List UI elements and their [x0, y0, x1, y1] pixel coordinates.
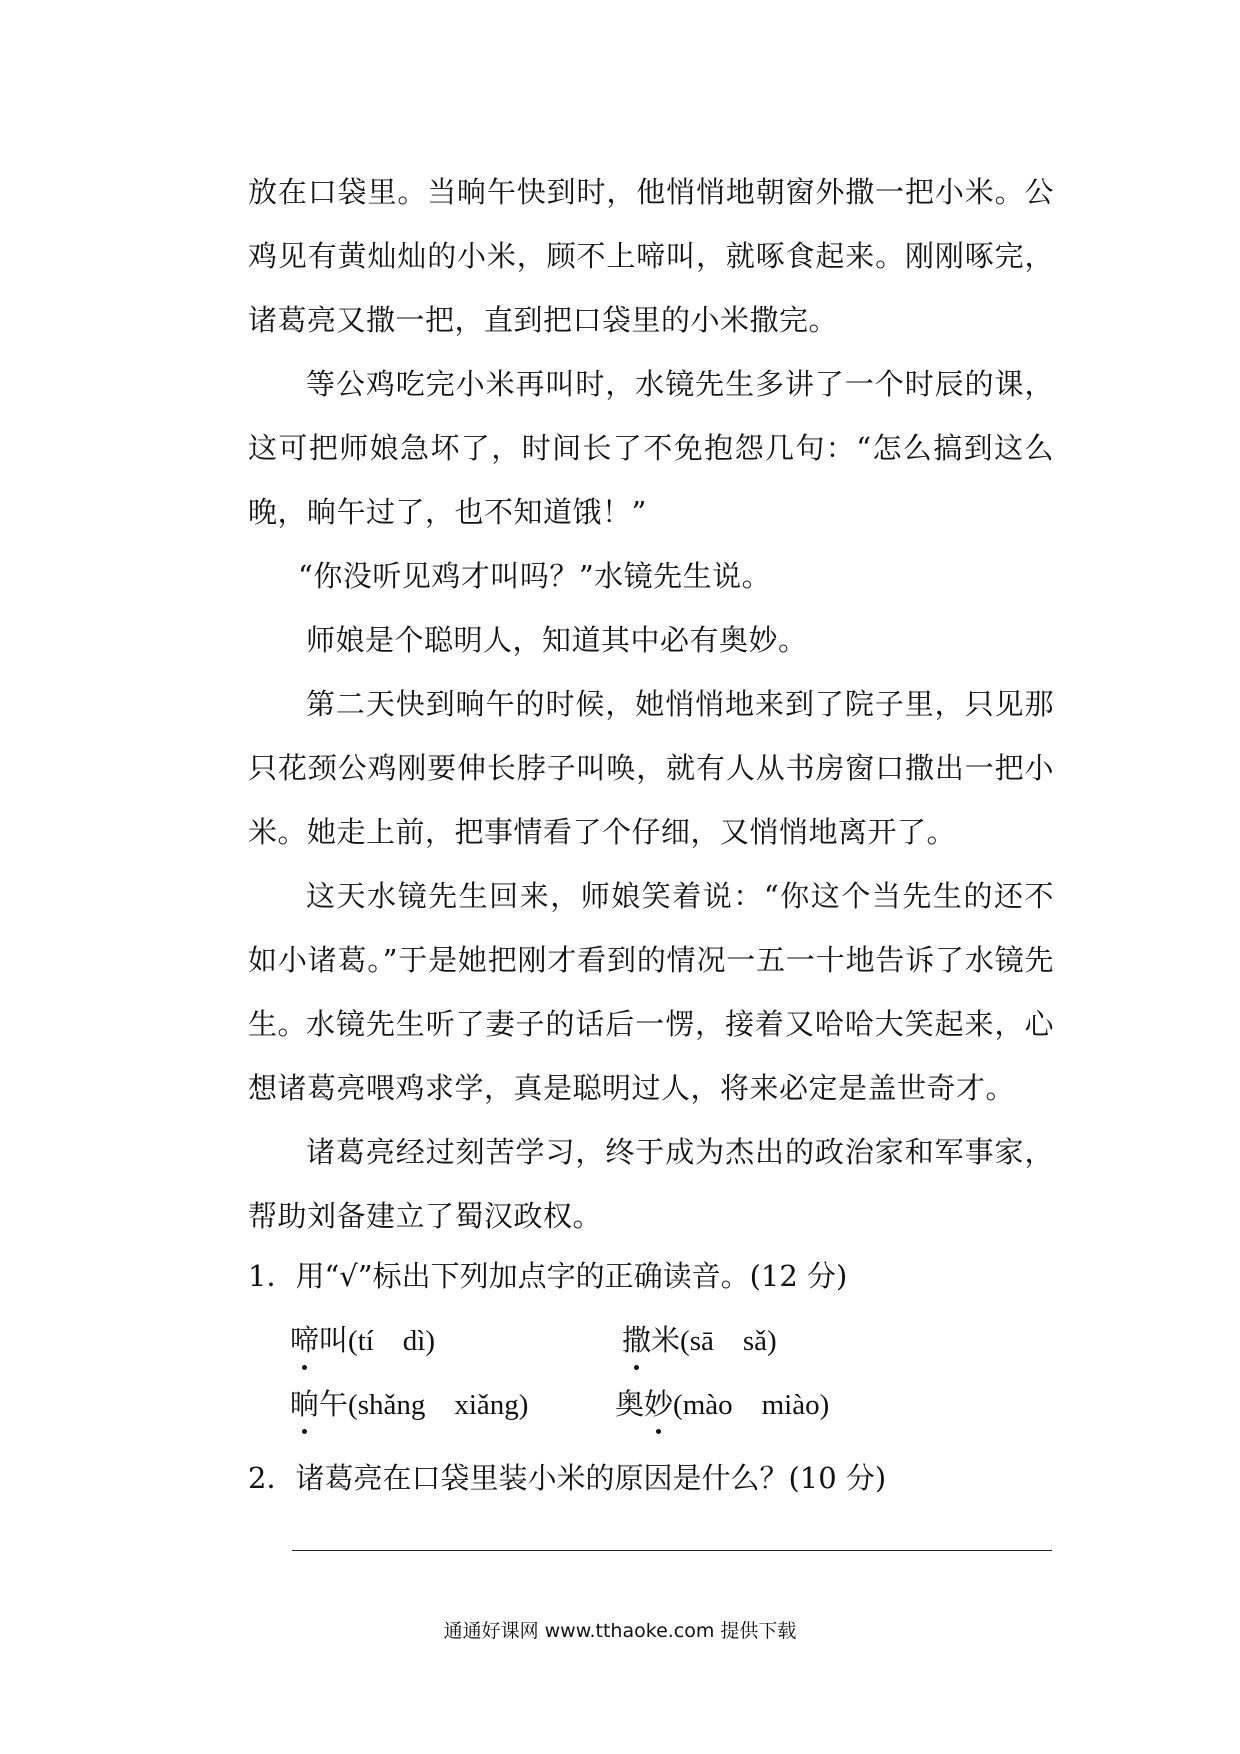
dotted-character: 妙 — [644, 1384, 673, 1424]
pinyin-item-2 — [622, 1320, 777, 1361]
character: 米 — [651, 1323, 681, 1357]
question-2-prompt: 2．诸葛亮在口袋里装小米的原因是什么？(10 分) — [248, 1461, 887, 1495]
pinyin-item-4 — [615, 1384, 829, 1425]
passage-paragraph-1: 放在口袋里。当晌午快到时，他悄悄地朝窗外撒一把小米。公鸡见有黄灿灿的小米，顾不上啼叫，就啄食起来。刚刚啄完，诸葛亮又撒一把，直到把口袋里的小米撒完。 — [248, 175, 1054, 337]
dotted-character: 啼 — [290, 1320, 319, 1360]
dotted-character: 晌 — [290, 1384, 319, 1424]
pinyin-item-1 — [290, 1320, 435, 1361]
pinyin-options: (shǎng xiǎng) — [348, 1389, 529, 1421]
passage-paragraph-8: 诸葛亮经过刻苦学习，终于成为杰出的政治家和军事家，帮助刘备建立了蜀汉政权。 — [248, 1135, 1054, 1233]
pinyin-item-3 — [290, 1384, 528, 1425]
passage-paragraph-6: 这天水镜先生回来，师娘笑着说：“你这个当先生的还不如小诸葛。”于是她把刚才看到的情况一五一十地告诉了水镜先生。 — [248, 879, 1054, 1041]
passage-paragraph-7: 水镜先生听了妻子的话后一愣，接着又哈哈大笑起来，心想诸葛亮喂鸡求学，真是聪明过人，将来必定是盖世奇才。 — [248, 1007, 1054, 1105]
character: 叫 — [319, 1323, 349, 1357]
character: 午 — [319, 1387, 349, 1421]
question-1-prompt: 1．用“√”标出下列加点字的正确读音。(12 分) — [248, 1259, 848, 1293]
pinyin-options: (tí dì) — [348, 1325, 436, 1357]
pinyin-options: (sā sǎ) — [680, 1325, 777, 1357]
answer-line[interactable] — [292, 1550, 1052, 1551]
dotted-character: 撒 — [622, 1320, 651, 1360]
pinyin-options: (mào miào) — [673, 1389, 830, 1421]
passage-paragraph-5: 第二天快到晌午的时候，她悄悄地来到了院子里，只见那只花颈公鸡刚要伸长脖子叫唤，就有人从书房窗口撒出一把小米。她走上前，把事情看了个仔细，又悄悄地离开了。 — [248, 687, 1054, 849]
passage-paragraph-4: 师娘是个聪明人，知道其中必有奥妙。 — [306, 623, 808, 657]
passage-paragraph-2: 等公鸡吃完小米再叫时，水镜先生多讲了一个时辰的课，这可把师娘急坏了，时间长了不免抱怨几句：“怎么搞到这么晚，晌午过了，也不知道饿！” — [248, 367, 1054, 529]
footer-credit: 通通好课网 www.tthaoke.com 提供下载 — [443, 1620, 797, 1642]
passage-paragraph-3: “你没听见鸡才叫吗？”水镜先生说。 — [298, 559, 772, 593]
character: 奥 — [615, 1387, 645, 1421]
